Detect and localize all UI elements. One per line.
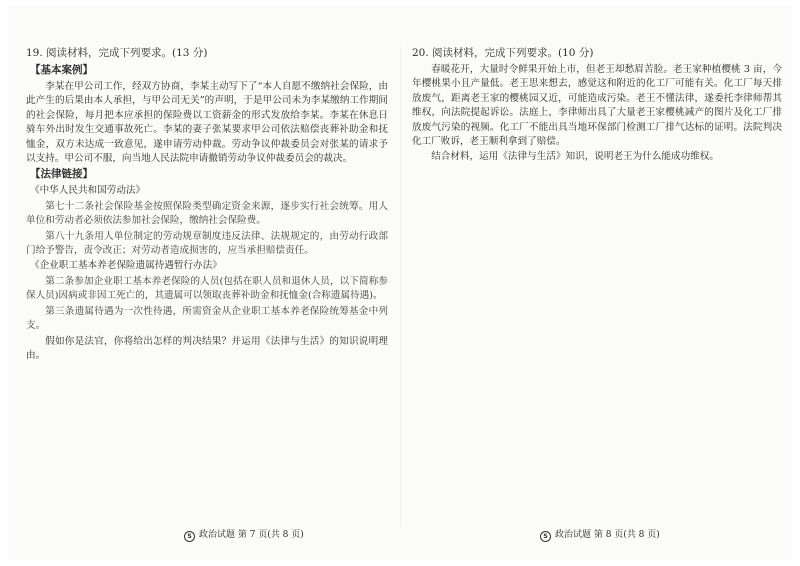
question-20-title: 20. 阅读材料，完成下列要求。(10 分)	[412, 47, 594, 59]
page-8	[412, 46, 782, 166]
law-article-2: 第二条参加企业职工基本养老保险的人员(包括在职人员和退休人员，以下简称参保人员)因病或非因工死亡的，其遗属可以领取丧葬补助金和抚恤金(合称遗属待遇)。	[26, 275, 388, 302]
law-article-72: 第七十二条社会保险基金按照保险类型确定资金来源，逐步实行社会统筹。用人单位和劳动者必须依法参加社会保险，缴纳社会保险费。	[26, 200, 388, 227]
case-paragraph: 李某在甲公司工作，经双方协商，李某主动写下了“本人自愿不缴纳社会保险，由此产生的后果由本人承担，与甲公司无关”的声明，于是甲公司未为李某缴纳工作期间的社会保险，每月把本应承担的保险费以工资薪金的形式发放给李某。李某在休息日骑车外出时发生交通事故死亡。李某的妻子张某要求甲公司依法赔偿丧葬补助金和抚恤金，双方未达成一致意见，遂申请劳动仲裁。劳动争议仲裁委员会对张某的请求予以支持。甲公司不服，向当地人民法院申请撤销劳动争议仲裁委员会的裁决。	[26, 81, 388, 165]
footer-text: 政治试题 第 7 页(共 8 页)	[199, 530, 304, 540]
law-article-89: 第八十九条用人单位制定的劳动规章制度违反法律、法规规定的，由劳动行政部门给予警告，责令改正；对劳动者造成损害的，应当承担赔偿责任。	[26, 230, 388, 257]
seal-icon: S	[540, 531, 551, 542]
seal-icon: S	[184, 531, 195, 542]
law-title-labor-law: 《中华人民共和国劳动法》	[30, 185, 146, 197]
page-footer-left	[184, 529, 304, 542]
question-19-prompt: 假如你是法官，你将给出怎样的判决结果？并运用《法律与生活》的知识说明理由。	[26, 335, 388, 361]
exam-sheet	[8, 6, 792, 560]
question-20-prompt: 结合材料，运用《法律与生活》知识，说明老王为什么能成功维权。	[431, 151, 719, 163]
footer-text: 政治试题 第 8 页(共 8 页)	[555, 530, 660, 540]
page-7	[26, 46, 388, 364]
question-19-title: 19. 阅读材料，完成下列要求。(13 分)	[26, 47, 208, 59]
material-paragraph: 春暖花开，大量时令鲜果开始上市，但老王却愁眉苦脸。老王家种植樱桃 3 亩，今年樱桃果小且产量低。老王思来想去，感觉这和附近的化工厂可能有关。化工厂每天排放废气，距离老王家的樱桃园又近，可能造成污染。老王不懂法律，遂委托李律师帮其维权，向法院提起诉讼。法庭上，李律师出具了大量老王家樱桃减产的图片及化工厂排放废气污染的视频。化工厂不能出具当地环保部门检测工厂排气达标的证明。法院判决化工厂败诉，老王顺利拿到了赔偿。	[412, 64, 782, 148]
law-title-survivor-benefits: 《企业职工基本养老保险遗属待遇暂行办法》	[30, 260, 222, 272]
case-heading: 【基本案例】	[30, 64, 93, 76]
page-footer-right	[540, 529, 660, 542]
page-divider	[400, 46, 401, 526]
law-article-3: 第三条遗属待遇为一次性待遇，所需资金从企业职工基本养老保险统筹基金中列支。	[26, 305, 388, 332]
law-heading: 【法律链接】	[30, 168, 93, 181]
